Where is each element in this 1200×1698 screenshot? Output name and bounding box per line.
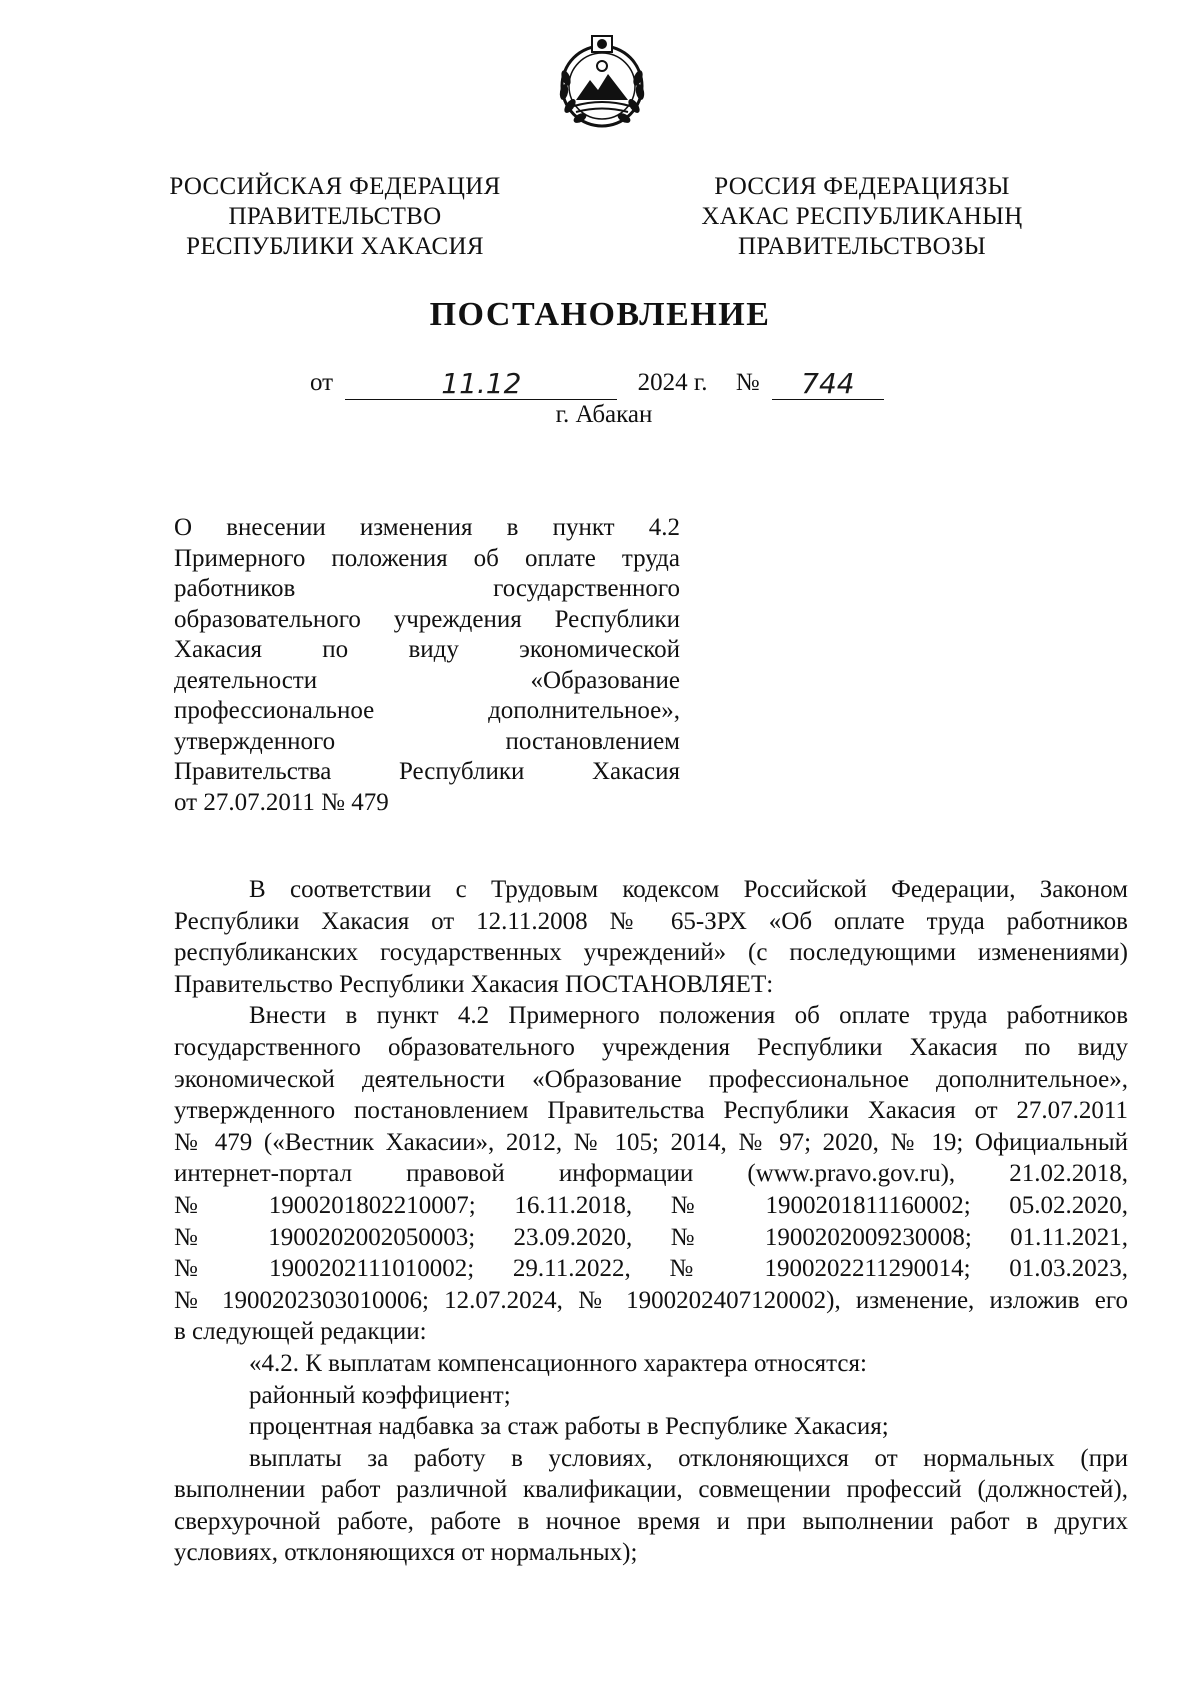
body-line: процентная надбавка за стаж работы в Республике Хакасия; (249, 1413, 889, 1441)
body-line: «4.2. К выплатам компенсационного характера относятся: (249, 1349, 867, 1377)
body-line: № 1900202303010006; 12.07.2024, № 1900202407120002), изменение, изложив его (174, 1286, 1128, 1314)
body-line: государственного образовательного учреждения Республики Хакасия по виду (174, 1033, 1128, 1061)
body-line: районный коэффициент; (249, 1381, 511, 1409)
header-line: ПРАВИТЕЛЬСТВОЗЫ (738, 233, 986, 260)
header-line: РЕСПУБЛИКИ ХАКАСИЯ (186, 233, 484, 260)
body-line: сверхурочной работе, работе в ночное время и при выполнении работ в других (174, 1507, 1128, 1535)
date-number-line (310, 366, 884, 400)
document-type: ПОСТАНОВЛЕНИЕ (429, 296, 771, 333)
body-line: № 479 («Вестник Хакасии», 2012, № 105; 2014, № 97; 2020, № 19; Официальный (174, 1128, 1128, 1156)
subject-line: Правительства Республики Хакасия (174, 758, 680, 785)
body-line: выплаты за работу в условиях, отклоняющихся от нормальных (при (249, 1444, 1128, 1472)
body-line: выполнении работ различной квалификации, совмещении профессий (должностей), (174, 1476, 1128, 1504)
subject-line: профессиональное дополнительное», (174, 697, 680, 724)
subject-line: Хакасия по виду экономической (174, 636, 680, 663)
body-line: экономической деятельности «Образование профессиональное дополнительное», (174, 1065, 1128, 1093)
body-line: В соответствии с Трудовым кодексом Российской Федерации, Законом (249, 876, 1128, 903)
subject-block (174, 513, 680, 818)
body-line: интернет-портал правовой информации (www.pravo.gov.ru), 21.02.2018, (174, 1160, 1128, 1188)
number-label: № (735, 369, 760, 396)
header-line: РОССИЙСКАЯ ФЕДЕРАЦИЯ (169, 173, 501, 200)
subject-line: утвержденного постановлением (174, 727, 680, 755)
body-line: Правительство Республики Хакасия ПОСТАНОВЛЯЕТ: (174, 970, 774, 998)
number-field (772, 369, 884, 400)
body-line: республиканских государственных учреждений» (с последующими изменениями) (174, 939, 1128, 967)
subject-line: образовательного учреждения Республики (174, 605, 680, 633)
subject-line: деятельности «Образование (174, 666, 680, 694)
body-line: условиях, отклоняющихся от нормальных); (174, 1539, 638, 1567)
header-line: ПРАВИТЕЛЬСТВО (228, 203, 442, 230)
date-field (345, 369, 617, 400)
body-line: № 1900201802210007; 16.11.2018, № 1900201811160002; 05.02.2020, (174, 1191, 1128, 1219)
subject-line: работников государственного (174, 575, 680, 602)
khakassia-coat-of-arms-icon (546, 28, 658, 140)
date-handwritten: 11.12 (441, 367, 522, 400)
body-text (174, 874, 1128, 1569)
header-line: ХАКАС РЕСПУБЛИКАНЫҢ (701, 203, 1023, 230)
body-line: в следующей редакции: (174, 1318, 427, 1346)
year-label: 2024 г. (637, 369, 708, 396)
body-line: № 1900202002050003; 23.09.2020, № 1900202009230008; 01.11.2021, (174, 1223, 1128, 1251)
body-line: Республики Хакасия от 12.11.2008 № 65-ЗРХ «Об оплате труда работников (174, 907, 1128, 935)
subject-line: О внесении изменения в пункт 4.2 (174, 514, 680, 541)
subject-line: от 27.07.2011 № 479 (174, 788, 389, 816)
city: г. Абакан (555, 401, 653, 428)
body-line: утвержденного постановлением Правительства Республики Хакасия от 27.07.2011 (174, 1097, 1128, 1125)
body-line: Внести в пункт 4.2 Примерного положения об оплате труда работников (249, 1002, 1128, 1030)
header-khakas (652, 172, 1072, 262)
from-label: от (310, 369, 334, 396)
header-russian (125, 172, 545, 262)
header-line: РОССИЯ ФЕДЕРАЦИЯЗЫ (714, 173, 1010, 200)
number-handwritten: 744 (801, 367, 855, 400)
body-line: № 1900202111010002; 29.11.2022, № 1900202211290014; 01.03.2023, (174, 1255, 1128, 1283)
subject-line: Примерного положения об оплате труда (174, 544, 680, 572)
